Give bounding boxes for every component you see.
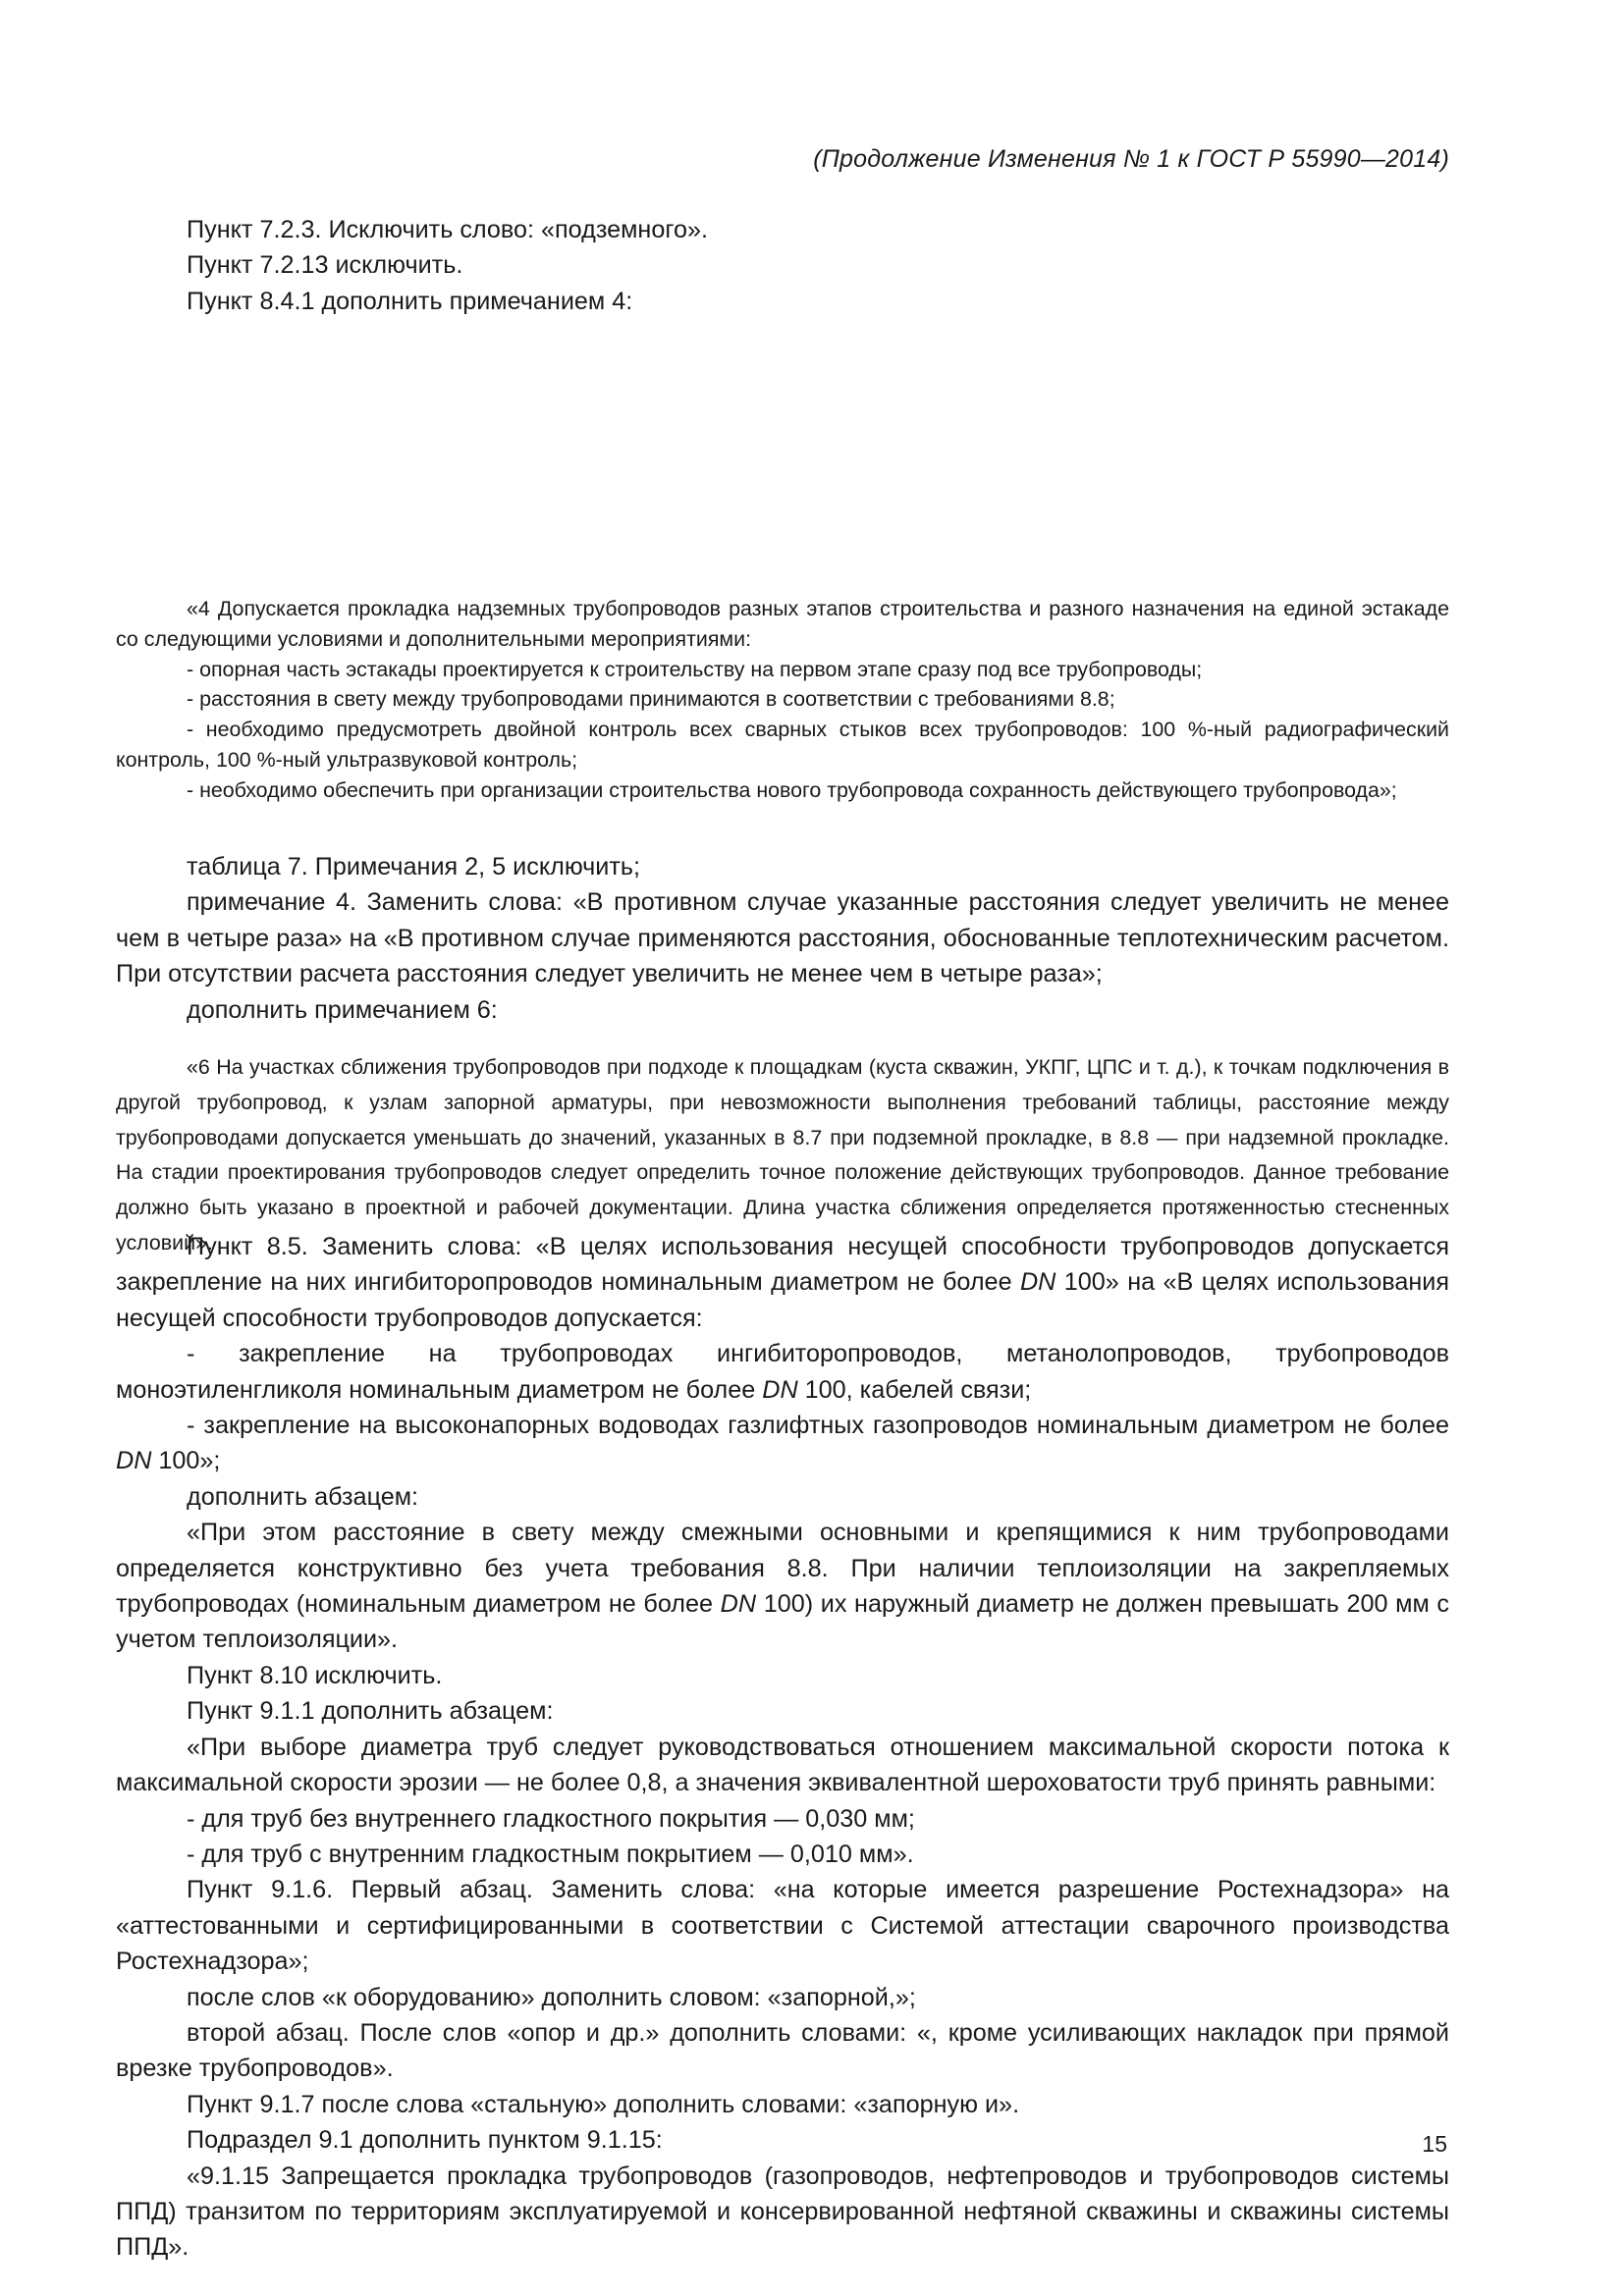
text-run: дополнить абзацем: — [187, 1482, 419, 1511]
paragraph — [116, 1479, 1449, 1515]
text-run: Пункт 9.1.6. Первый абзац. Заменить слова: «на которые имеется разрешение Ростехнадзора» на «аттестованными и сертифицированными в соответствии с Системой аттестации сварочного производства Ростехнадзора»; — [116, 1876, 1449, 1976]
text-run: Пункт 7.2.13 исключить. — [187, 251, 463, 280]
text-run: таблица 7. Примечания 2, 5 исключить; — [187, 853, 641, 881]
paragraph — [116, 2122, 1449, 2158]
table-7-block — [116, 849, 1449, 1028]
italic-term: DN — [1019, 1268, 1056, 1297]
paragraph — [116, 1730, 1449, 1801]
note-4-block — [116, 594, 1449, 806]
paragraph — [116, 684, 1449, 715]
paragraph — [116, 1408, 1449, 1479]
text-run: второй абзац. После слов «опор и др.» дополнить словами: «, кроме усиливающих накладок при прямой врезке трубопроводов». — [116, 2018, 1449, 2083]
running-header: (Продолжение Изменения № 1 к ГОСТ Р 55990—2014) — [813, 145, 1449, 173]
text-run: Пункт 8.10 исключить. — [187, 1661, 443, 1689]
text-run: Пункт 9.1.7 после слова «стальную» дополнить словами: «запорную и». — [187, 2090, 1020, 2118]
text-run: 100) их наружный диаметр не должен превышать 200 мм с учетом теплоизоляции». — [116, 1590, 1450, 1654]
text-run: примечание 4. Заменить слова: «В противном случае указанные расстояния следует увеличить не менее чем в четыре раза» на «В противном случае применяются расстояния, обоснованные теплотехническим расчетом. При отсутствии расчета расстояния следует увеличить не менее чем в четыре раза»; — [116, 888, 1449, 988]
text-run: Пункт 8.4.1 дополнить примечанием 4: — [187, 287, 633, 315]
italic-term: DN — [762, 1375, 798, 1404]
paragraph — [116, 1336, 1449, 1408]
paragraph — [116, 2015, 1449, 2087]
text-run: дополнить примечанием 6: — [187, 995, 498, 1024]
paragraph — [116, 2159, 1449, 2266]
paragraph — [116, 284, 1449, 319]
page-number: 15 — [1422, 2131, 1447, 2157]
text-run: после слов «к оборудованию» дополнить словом: «запорной,»; — [187, 1983, 916, 2011]
text-run: - необходимо предусмотреть двойной контроль всех сварных стыков всех трубопроводов: 100 %-ный радиографический контроль, 100 %-ный ультразвуковой контроль; — [116, 718, 1449, 772]
paragraph — [116, 2087, 1449, 2122]
text-run: - для труб без внутреннего гладкостного покрытия — 0,030 мм; — [187, 1804, 915, 1833]
paragraph — [116, 1515, 1449, 1658]
text-run: - закрепление на трубопроводах ингибиторопроводов, метанолопроводов, трубопроводов моноэтиленгликоля номинальным диаметром не более — [116, 1340, 1449, 1404]
text-run: «При выборе диаметра труб следует руководствоваться отношением максимальной скорости потока к максимальной скорости эрозии — не более 0,8, а значения эквивалентной шероховатости труб принять равными: — [116, 1733, 1449, 1797]
text-run: Пункт 7.2.3. Исключить слово: «подземного». — [187, 216, 708, 243]
text-run: «9.1.15 Запрещается прокладка трубопроводов (газопроводов, нефтепроводов и трубопроводов системы ППД) транзитом по территориям эксплуатируемой и консервированной нефтяной скважины и скважины системы ППД». — [116, 2162, 1449, 2262]
paragraph — [116, 884, 1449, 991]
text-run: - закрепление на высоконапорных водоводах газлифтных газопроводов номинальным диаметром не более — [187, 1412, 1449, 1440]
text-run: «6 На участках сближения трубопроводов при подходе к площадкам (куста скважин, УКПГ, ЦПС и т. д.), к точкам подключения в другой трубопровод, к узлам запорной арматуры, при невозможности выполнения требований таблицы, расстояние между трубопроводами допускается уменьшать до значений, указанных в 8.7 при подземной прокладке, в 8.8 — при надземной прокладке. На стадии проектирования трубопроводов следует определить точное положение действующих трубопроводов. Данное требование должно быть указано в проектной и рабочей документации. Длина участка сближения определяется протяженностью стесненных условий». — [116, 1055, 1449, 1255]
paragraph — [116, 1693, 1449, 1729]
paragraph — [116, 594, 1449, 655]
text-run: - для труб с внутренним гладкостным покрытием — 0,010 мм». — [187, 1840, 914, 1868]
paragraph — [116, 992, 1449, 1028]
paragraph — [116, 1837, 1449, 1872]
clauses-block — [116, 1229, 1449, 2266]
text-run: 100»; — [151, 1447, 221, 1475]
paragraph — [116, 715, 1449, 775]
italic-term: DN — [116, 1447, 152, 1475]
text-run: «4 Допускается прокладка надземных трубопроводов разных этапов строительства и разного назначения на единой эстакаде со следующими условиями и дополнительными мероприятиями: — [116, 597, 1449, 651]
paragraph — [116, 1980, 1449, 2015]
paragraph — [116, 655, 1449, 685]
paragraph — [116, 1801, 1449, 1837]
italic-term: DN — [720, 1590, 757, 1619]
paragraph — [116, 247, 1449, 283]
paragraph — [116, 212, 1449, 247]
paragraph — [116, 1872, 1449, 1979]
paragraph — [116, 1658, 1449, 1693]
text-run: - необходимо обеспечить при организации строительства нового трубопровода сохранность действующего трубопровода»; — [187, 777, 1397, 802]
text-run: - расстояния в свету между трубопроводами принимаются в соответствии с требованиями 8.8; — [187, 687, 1115, 712]
paragraph — [116, 849, 1449, 884]
text-run: - опорная часть эстакады проектируется к строительству на первом этапе сразу под все трубопроводы; — [187, 657, 1203, 681]
text-run: 100, кабелей связи; — [797, 1375, 1032, 1404]
text-run: Пункт 8.5. Заменить слова: «В целях использования несущей способности трубопроводов допускается закрепление на них ингибиторопроводов номинальным диаметром не более — [116, 1233, 1449, 1297]
text-run: Пункт 9.1.1 дополнить абзацем: — [187, 1697, 554, 1726]
paragraph — [116, 1229, 1449, 1336]
text-run: Подраздел 9.1 дополнить пунктом 9.1.15: — [187, 2126, 663, 2155]
text-run: 100» на «В целях использования несущей способности трубопроводов допускается: — [116, 1268, 1449, 1332]
text-run: «При этом расстояние в свету между смежными основными и крепящимися к ним трубопроводами определяется конструктивно без учета требования 8.8. При наличии теплоизоляции на закрепляемых трубопроводах (номинальным диаметром не более — [116, 1519, 1449, 1619]
amendment-block — [116, 212, 1449, 319]
paragraph — [116, 775, 1449, 806]
